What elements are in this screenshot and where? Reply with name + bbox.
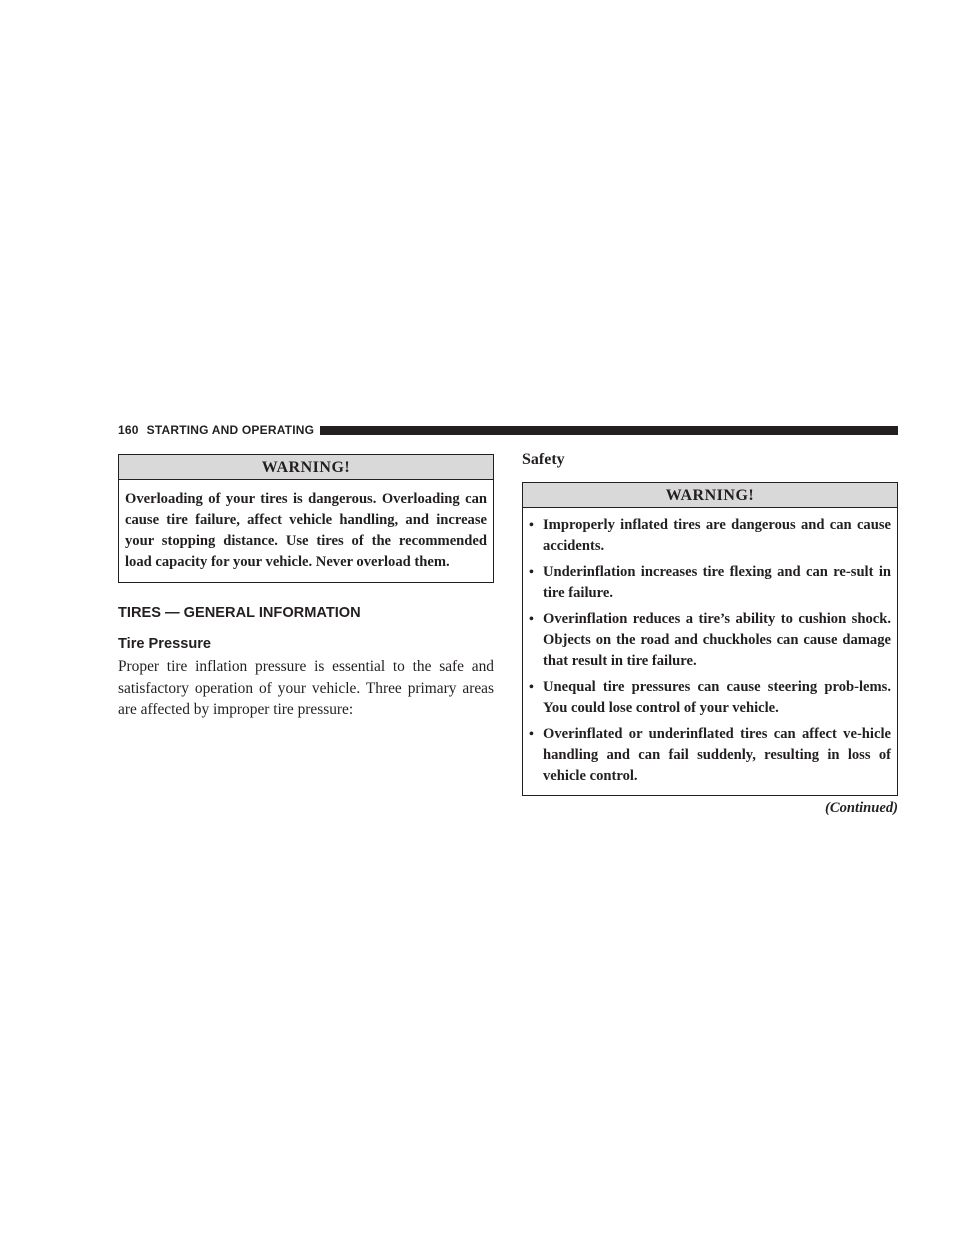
warning-title: WARNING! — [119, 455, 493, 480]
list-item-text: Unequal tire pressures can cause steering prob-lems. You could lose control of your vehicle. — [543, 679, 891, 716]
list-item-text: Overinflation reduces a tire’s ability to cushion shock. Objects on the road and chuckholes can cause damage that result in tire failure. — [543, 611, 891, 669]
list-item-text: Overinflated or underinflated tires can affect ve-hicle handling and can fail suddenly, resulting in loss of vehicle control. — [543, 726, 891, 784]
list-item — [529, 724, 891, 787]
section-title: STARTING AND OPERATING — [146, 423, 315, 437]
bullet-icon: • — [529, 612, 534, 627]
bullet-icon: • — [529, 727, 534, 742]
safety-warning-box — [522, 482, 898, 796]
overload-warning-box — [118, 454, 494, 583]
warning-title: WARNING! — [523, 483, 897, 508]
warning-text: Overloading of your tires is dangerous. Overloading can cause tire failure, affect vehicle handling, and increase your stopping distance. Use tires of the recommended load capacity for your vehicle. Never overload them. — [125, 491, 487, 570]
page-header — [118, 422, 898, 438]
header-rule — [320, 426, 898, 435]
list-item — [529, 677, 891, 719]
tire-pressure-paragraph: Proper tire inflation pressure is essential to the safe and satisfactory operation of your vehicle. Three primary areas are affected by improper tire pressure: — [118, 658, 494, 718]
list-item-text: Underinflation increases tire flexing and can re-sult in tire failure. — [543, 564, 891, 601]
section-heading: TIRES — GENERAL INFORMATION — [118, 605, 361, 621]
safety-heading: Safety — [522, 451, 565, 468]
continued-note: (Continued) — [825, 800, 898, 816]
bullet-icon: • — [529, 518, 534, 533]
left-column — [118, 454, 494, 721]
bullet-icon: • — [529, 565, 534, 580]
right-column — [522, 450, 898, 818]
list-item — [529, 562, 891, 604]
warning-list — [523, 508, 897, 795]
list-item — [529, 609, 891, 672]
list-item-text: Improperly inflated tires are dangerous and can cause accidents. — [543, 517, 891, 554]
tire-pressure-heading: Tire Pressure — [118, 636, 212, 652]
list-item — [529, 515, 891, 557]
bullet-icon: • — [529, 680, 534, 695]
page-number: 160 — [118, 423, 139, 437]
